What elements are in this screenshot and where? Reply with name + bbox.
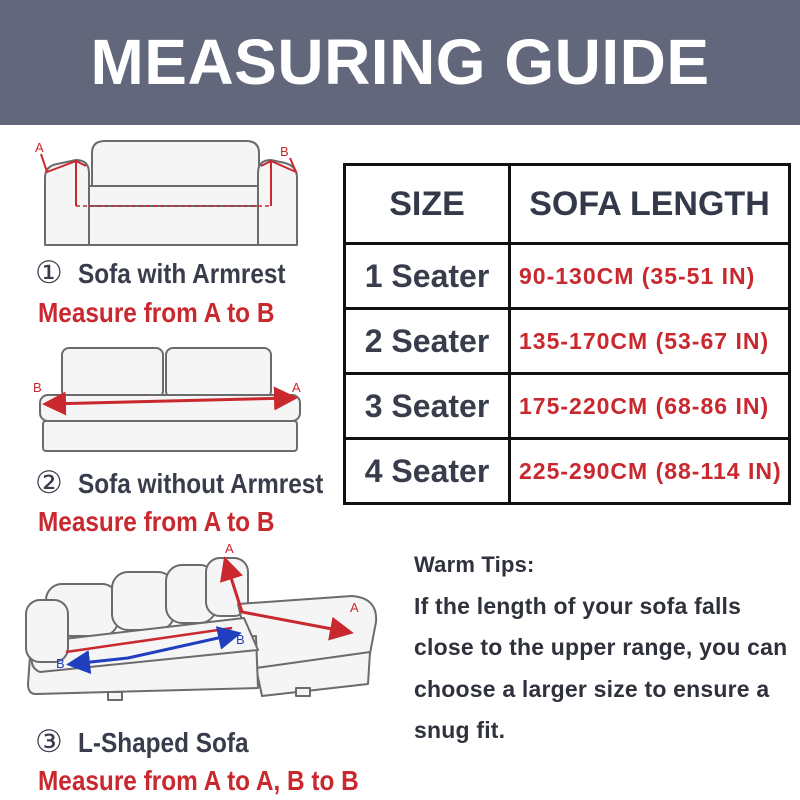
page-title: MEASURING GUIDE [90,26,710,98]
size-cell: 4 Seater [345,439,510,504]
armrest-left [26,600,68,662]
length-cell: 135-170CM (53-67 IN) [510,309,790,374]
guide-instruction-3: Measure from A to A, B to B [38,765,359,796]
table-row [345,244,790,309]
length-cell: 225-290CM (88-114 IN) [510,439,790,504]
sofa-without-armrest-diagram [28,340,313,454]
warm-tips-line: snug fit. [414,717,506,743]
back-cushion-left [62,348,163,398]
length-cell: 175-220CM (68-86 IN) [510,374,790,439]
label-b-left: B [56,656,65,671]
label-b-right: B [236,632,245,647]
guide-instruction-1: Measure from A to B [38,297,275,328]
sofa-armrest-right [258,160,297,245]
warm-tips-line: choose a larger size to ensure a [414,675,770,702]
sofa-leg-left [108,692,122,700]
table-header-row [345,165,790,244]
l-shaped-sofa-diagram [20,538,390,704]
label-b: B [280,144,289,159]
header-sofa-length: SOFA LENGTH [510,165,790,244]
step-number-1: ① [35,255,63,291]
size-cell: 1 Seater [345,244,510,309]
header-banner [0,0,800,125]
sofa-base [43,421,297,451]
back-cushion-2 [112,572,174,630]
guide-title-3: L-Shaped Sofa [78,727,249,758]
length-cell: 90-130CM (35-51 IN) [510,244,790,309]
size-cell: 3 Seater [345,374,510,439]
sofa-leg-right [296,688,310,696]
warm-tips-title: Warm Tips: [414,552,535,577]
sofa-with-armrest-diagram [28,134,310,250]
step-number-3: ③ [35,724,63,760]
sofa-base [86,206,262,245]
warm-tips-line: If the length of your sofa falls [414,592,742,619]
table-row [345,374,790,439]
step-number-2: ② [35,465,63,501]
table-row [345,309,790,374]
size-cell: 2 Seater [345,309,510,374]
label-a: A [35,140,44,155]
label-a-right: A [350,600,359,615]
size-table [343,163,791,505]
label-a-top: A [225,541,234,556]
guide-title-2: Sofa without Armrest [78,468,324,499]
warm-tips [414,544,787,752]
guide-title-1: Sofa with Armrest [78,258,286,289]
back-cushion-right [166,348,271,398]
label-a: A [292,380,301,395]
sofa-seat-cushion [84,186,266,206]
table-row [345,439,790,504]
sofa-armrest-left [45,160,89,245]
warm-tips-line: close to the upper range, you can [414,634,788,660]
header-size: SIZE [345,165,510,244]
sofa-back [92,141,259,188]
label-b: B [33,380,42,395]
guide-instruction-2: Measure from A to B [38,506,275,537]
